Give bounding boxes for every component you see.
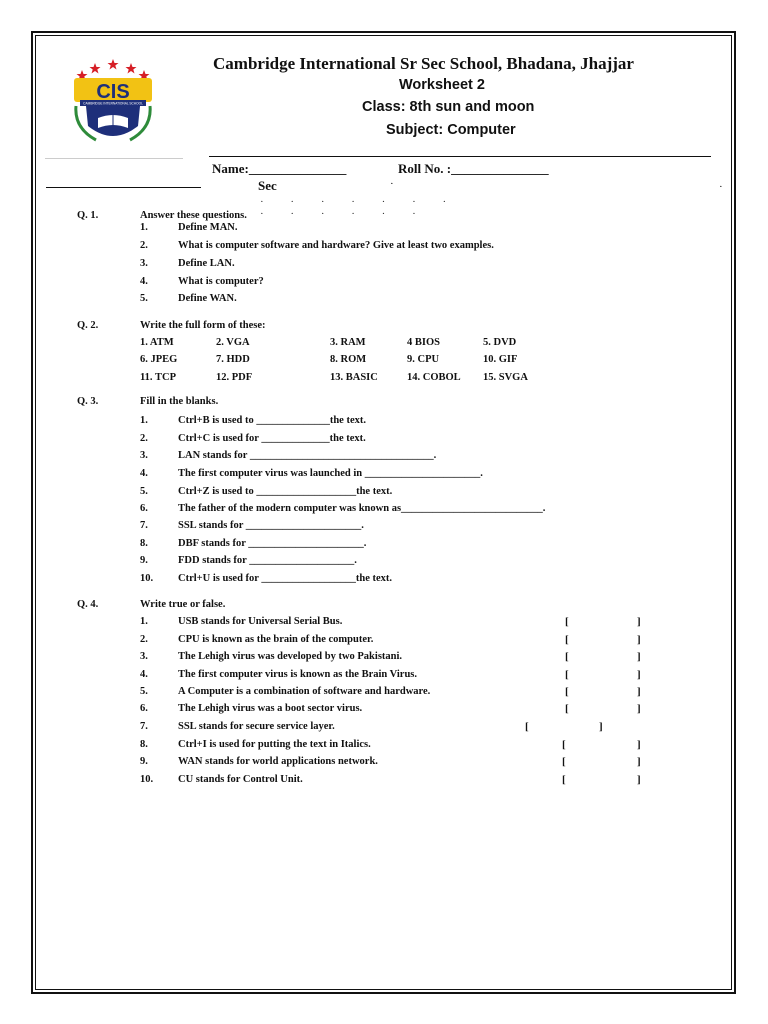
item-number: 1. — [140, 222, 148, 233]
question-number: Q. 2. — [77, 320, 99, 331]
left-rule — [46, 187, 201, 188]
item-number: 2. — [140, 433, 148, 444]
item-number: 10. — [140, 573, 154, 584]
question-title: Fill in the blanks. — [140, 396, 219, 407]
question-number: Q. 4. — [77, 599, 99, 610]
answer-bracket-open[interactable]: [ — [525, 721, 529, 733]
item-number: 5. — [140, 686, 148, 697]
item-text: Define MAN. — [178, 222, 238, 233]
star-icons — [77, 59, 150, 81]
item-text: Define WAN. — [178, 293, 237, 304]
answer-bracket-close[interactable]: ] — [637, 651, 641, 663]
question-title: Write true or false. — [140, 599, 226, 610]
abbreviation-item: 10. GIF — [483, 354, 518, 365]
item-text: WAN stands for world applications network. — [178, 756, 378, 767]
item-text: The Lehigh virus was developed by two Pakistani. — [178, 651, 403, 662]
item-number: 7. — [140, 520, 148, 531]
item-number: 9. — [140, 756, 148, 767]
item-number: 1. — [140, 415, 148, 426]
subject-line: Subject: Computer — [386, 122, 516, 138]
item-text: DBF stands for ______________________. — [178, 538, 367, 549]
item-text: A Computer is a combination of software and hardware. — [178, 686, 431, 697]
answer-bracket-open[interactable]: [ — [565, 651, 569, 663]
abbreviation-item: 11. TCP — [140, 372, 176, 383]
item-number: 3. — [140, 651, 148, 662]
section-field[interactable]: Sec — [258, 178, 277, 193]
item-text: Define LAN. — [178, 258, 235, 269]
answer-bracket-open[interactable]: [ — [565, 669, 569, 681]
item-text: The first computer virus was launched in ______________________. — [178, 468, 483, 479]
item-text: What is computer software and hardware? Give at least two examples. — [178, 240, 494, 251]
item-number: 6. — [140, 503, 148, 514]
question-title: Answer these questions. — [140, 210, 247, 221]
item-text: The Lehigh virus was a boot sector virus. — [178, 703, 363, 714]
item-number: 8. — [140, 739, 148, 750]
item-text: LAN stands for ___________________________________. — [178, 450, 437, 461]
answer-bracket-open[interactable]: [ — [565, 634, 569, 646]
worksheet-title: Worksheet 2 — [399, 77, 485, 93]
abbreviation-item: 7. HDD — [216, 354, 250, 365]
dot-mark: · — [390, 178, 394, 190]
answer-bracket-open[interactable]: [ — [565, 703, 569, 715]
answer-bracket-close[interactable]: ] — [637, 686, 641, 698]
item-text: Ctrl+I is used for putting the text in Italics. — [178, 739, 371, 750]
item-text: Ctrl+C is used for _____________the text. — [178, 433, 366, 444]
answer-bracket-close[interactable]: ] — [637, 756, 641, 768]
answer-bracket-open[interactable]: [ — [562, 739, 566, 751]
item-number: 10. — [140, 774, 154, 785]
answer-bracket-close[interactable]: ] — [637, 669, 641, 681]
abbreviation-item: 1. ATM — [140, 337, 174, 348]
item-number: 4. — [140, 669, 148, 680]
dot-mark: · — [719, 181, 723, 193]
abbreviation-item: 14. COBOL — [407, 372, 461, 383]
answer-bracket-close[interactable]: ] — [637, 616, 641, 628]
item-number: 2. — [140, 634, 148, 645]
item-text: What is computer? — [178, 276, 264, 287]
logo-underline — [45, 158, 183, 159]
answer-bracket-open[interactable]: [ — [562, 756, 566, 768]
item-number: 2. — [140, 240, 148, 251]
answer-bracket-open[interactable]: [ — [565, 686, 569, 698]
answer-bracket-close[interactable]: ] — [637, 634, 641, 646]
abbreviation-item: 8. ROM — [330, 354, 367, 365]
item-text: FDD stands for ____________________. — [178, 555, 357, 566]
item-number: 3. — [140, 450, 148, 461]
item-text: SSL stands for secure service layer. — [178, 721, 335, 732]
item-text: CPU is known as the brain of the computer. — [178, 634, 374, 645]
item-number: 5. — [140, 486, 148, 497]
answer-bracket-open[interactable]: [ — [565, 616, 569, 628]
item-text: Ctrl+B is used to ______________the text. — [178, 415, 366, 426]
answer-bracket-close[interactable]: ] — [637, 739, 641, 751]
item-number: 8. — [140, 538, 148, 549]
abbreviation-item: 9. CPU — [407, 354, 440, 365]
item-number: 3. — [140, 258, 148, 269]
item-number: 4. — [140, 276, 148, 287]
abbreviation-item: 5. DVD — [483, 337, 517, 348]
answer-bracket-open[interactable]: [ — [562, 774, 566, 786]
school-logo — [68, 56, 158, 146]
abbreviation-item: 12. PDF — [216, 372, 253, 383]
logo-subtext: CAMBRIDGE INTERNATIONAL SCHOOL — [83, 101, 143, 106]
item-text: The father of the modern computer was known as___________________________. — [178, 503, 546, 514]
item-number: 1. — [140, 616, 148, 627]
item-number: 6. — [140, 703, 148, 714]
header-rule — [209, 156, 711, 157]
question-title: Write the full form of these: — [140, 320, 266, 331]
school-name: Cambridge International Sr Sec School, Bhadana, Jhajjar — [213, 54, 634, 73]
cut-off-text-row: · · · · · · · · · · · · · — [260, 196, 459, 220]
abbreviation-item: 4 BIOS — [407, 337, 440, 348]
roll-no-field[interactable]: Roll No. :_______________ — [398, 161, 549, 176]
item-number: 9. — [140, 555, 148, 566]
answer-bracket-close[interactable]: ] — [599, 721, 603, 733]
item-number: 5. — [140, 293, 148, 304]
abbreviation-item: 15. SVGA — [483, 372, 528, 383]
question-number: Q. 3. — [77, 396, 99, 407]
answer-bracket-close[interactable]: ] — [637, 774, 641, 786]
name-field[interactable]: Name:_______________ — [212, 161, 347, 176]
answer-bracket-close[interactable]: ] — [637, 703, 641, 715]
item-text: CU stands for Control Unit. — [178, 774, 303, 785]
class-line: Class: 8th sun and moon — [362, 99, 535, 115]
item-number: 4. — [140, 468, 148, 479]
item-text: The first computer virus is known as the Brain Virus. — [178, 669, 417, 680]
item-text: Ctrl+U is used for __________________the text. — [178, 573, 393, 584]
question-number: Q. 1. — [77, 210, 99, 221]
logo-text: CIS — [96, 81, 130, 103]
abbreviation-item: 3. RAM — [330, 337, 366, 348]
item-number: 7. — [140, 721, 148, 732]
abbreviation-item: 6. JPEG — [140, 354, 178, 365]
abbreviation-item: 13. BASIC — [330, 372, 378, 383]
item-text: SSL stands for ______________________. — [178, 520, 364, 531]
abbreviation-item: 2. VGA — [216, 337, 250, 348]
item-text: USB stands for Universal Serial Bus. — [178, 616, 343, 627]
item-text: Ctrl+Z is used to ___________________the text. — [178, 486, 393, 497]
